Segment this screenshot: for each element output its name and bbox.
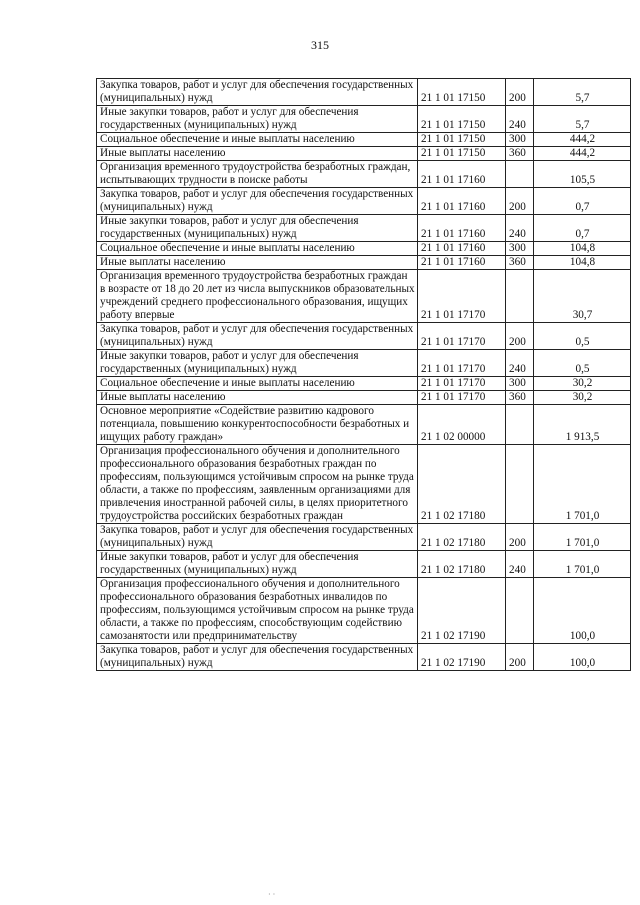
row-name: Иные выплаты населению — [97, 391, 418, 405]
row-amount: 100,0 — [534, 644, 631, 671]
row-amount: 104,8 — [534, 242, 631, 256]
row-name: Закупка товаров, работ и услуг для обеспечения государственных (муниципальных) нужд — [97, 644, 418, 671]
row-amount: 1 913,5 — [534, 405, 631, 445]
table-row — [97, 161, 631, 188]
row-name: Социальное обеспечение и иные выплаты населению — [97, 242, 418, 256]
budget-table-body — [97, 79, 631, 671]
budget-table — [96, 78, 631, 671]
row-expense-type: 200 — [506, 79, 534, 106]
row-amount: 0,5 — [534, 323, 631, 350]
row-code: 21 1 01 17150 — [418, 147, 506, 161]
row-expense-type: 360 — [506, 256, 534, 270]
row-name: Иные закупки товаров, работ и услуг для обеспечения государственных (муниципальных) нужд — [97, 350, 418, 377]
row-code: 21 1 01 17160 — [418, 242, 506, 256]
table-row — [97, 242, 631, 256]
page-number: 315 — [311, 38, 329, 52]
row-expense-type — [506, 405, 534, 445]
row-amount: 1 701,0 — [534, 445, 631, 524]
row-name: Организация профессионального обучения и дополнительного профессионального образования безработных граждан по профессиям, пользующимся устойчивым спросом на рынке труда области, а также по профессиям, заявленным организациями для привлечения иностранной рабочей силы, в целях приоритетного трудоустройства российских безработных граждан — [97, 445, 418, 524]
table-row — [97, 405, 631, 445]
row-expense-type: 200 — [506, 323, 534, 350]
row-expense-type: 240 — [506, 350, 534, 377]
row-code: 21 1 01 17160 — [418, 161, 506, 188]
row-expense-type: 300 — [506, 377, 534, 391]
row-code: 21 1 01 17150 — [418, 106, 506, 133]
row-code: 21 1 02 00000 — [418, 405, 506, 445]
row-code: 21 1 02 17180 — [418, 445, 506, 524]
table-row — [97, 215, 631, 242]
row-expense-type — [506, 445, 534, 524]
table-row — [97, 524, 631, 551]
row-name: Организация профессионального обучения и дополнительного профессионального образования безработных инвалидов по профессиям, пользующимся устойчивым спросом на рынке труда области, а также по профессиям, способствующим содействию самозанятости или предпринимательству — [97, 578, 418, 644]
row-name: Закупка товаров, работ и услуг для обеспечения государственных (муниципальных) нужд — [97, 79, 418, 106]
row-name: Организация временного трудоустройства безработных граждан в возрасте от 18 до 20 лет из числа выпускников образовательных учреждений среднего профессионального образования, ищущих работу впервые — [97, 270, 418, 323]
table-row — [97, 323, 631, 350]
row-name: Основное мероприятие «Содействие развитию кадрового потенциала, повышению конкурентоспособности безработных и ищущих работу граждан» — [97, 405, 418, 445]
row-name: Иные выплаты населению — [97, 256, 418, 270]
row-code: 21 1 01 17150 — [418, 79, 506, 106]
row-code: 21 1 02 17190 — [418, 578, 506, 644]
row-expense-type: 200 — [506, 188, 534, 215]
row-expense-type: 360 — [506, 391, 534, 405]
row-amount: 5,7 — [534, 79, 631, 106]
row-code: 21 1 01 17160 — [418, 188, 506, 215]
row-amount: 5,7 — [534, 106, 631, 133]
row-amount: 444,2 — [534, 133, 631, 147]
row-code: 21 1 02 17180 — [418, 551, 506, 578]
row-amount: 105,5 — [534, 161, 631, 188]
table-row — [97, 445, 631, 524]
table-row — [97, 551, 631, 578]
row-expense-type: 200 — [506, 644, 534, 671]
row-expense-type: 300 — [506, 242, 534, 256]
row-name: Иные закупки товаров, работ и услуг для обеспечения государственных (муниципальных) нужд — [97, 551, 418, 578]
row-amount: 30,2 — [534, 377, 631, 391]
row-expense-type: 240 — [506, 551, 534, 578]
row-amount: 100,0 — [534, 578, 631, 644]
row-name: Закупка товаров, работ и услуг для обеспечения государственных (муниципальных) нужд — [97, 323, 418, 350]
row-name: Закупка товаров, работ и услуг для обеспечения государственных (муниципальных) нужд — [97, 524, 418, 551]
row-code: 21 1 01 17150 — [418, 133, 506, 147]
row-name: Социальное обеспечение и иные выплаты населению — [97, 377, 418, 391]
row-code: 21 1 01 17170 — [418, 270, 506, 323]
table-row — [97, 133, 631, 147]
row-name: Иные закупки товаров, работ и услуг для обеспечения государственных (муниципальных) нужд — [97, 215, 418, 242]
row-code: 21 1 01 17160 — [418, 215, 506, 242]
table-row — [97, 578, 631, 644]
row-code: 21 1 02 17180 — [418, 524, 506, 551]
row-name: Социальное обеспечение и иные выплаты населению — [97, 133, 418, 147]
row-amount: 30,7 — [534, 270, 631, 323]
table-row — [97, 147, 631, 161]
row-code: 21 1 01 17170 — [418, 350, 506, 377]
table-row — [97, 644, 631, 671]
row-expense-type: 240 — [506, 106, 534, 133]
table-row — [97, 270, 631, 323]
row-code: 21 1 01 17170 — [418, 377, 506, 391]
row-amount: 1 701,0 — [534, 551, 631, 578]
row-amount: 30,2 — [534, 391, 631, 405]
row-name: Организация временного трудоустройства безработных граждан, испытывающих трудности в поиске работы — [97, 161, 418, 188]
row-expense-type — [506, 161, 534, 188]
row-expense-type: 200 — [506, 524, 534, 551]
row-code: 21 1 01 17170 — [418, 323, 506, 350]
table-row — [97, 188, 631, 215]
row-expense-type: 300 — [506, 133, 534, 147]
row-amount: 444,2 — [534, 147, 631, 161]
row-amount: 0,7 — [534, 188, 631, 215]
table-row — [97, 350, 631, 377]
row-expense-type: 240 — [506, 215, 534, 242]
row-name: Закупка товаров, работ и услуг для обеспечения государственных (муниципальных) нужд — [97, 188, 418, 215]
table-row — [97, 106, 631, 133]
row-amount: 0,5 — [534, 350, 631, 377]
row-amount: 104,8 — [534, 256, 631, 270]
table-row — [97, 256, 631, 270]
row-code: 21 1 02 17190 — [418, 644, 506, 671]
row-expense-type — [506, 578, 534, 644]
row-code: 21 1 01 17170 — [418, 391, 506, 405]
row-expense-type — [506, 270, 534, 323]
table-row — [97, 391, 631, 405]
row-amount: 0,7 — [534, 215, 631, 242]
row-name: Иные выплаты населению — [97, 147, 418, 161]
row-name: Иные закупки товаров, работ и услуг для обеспечения государственных (муниципальных) нужд — [97, 106, 418, 133]
row-code: 21 1 01 17160 — [418, 256, 506, 270]
table-row — [97, 377, 631, 391]
row-expense-type: 360 — [506, 147, 534, 161]
table-row — [97, 79, 631, 106]
footer-mark: · · — [268, 890, 276, 899]
row-amount: 1 701,0 — [534, 524, 631, 551]
